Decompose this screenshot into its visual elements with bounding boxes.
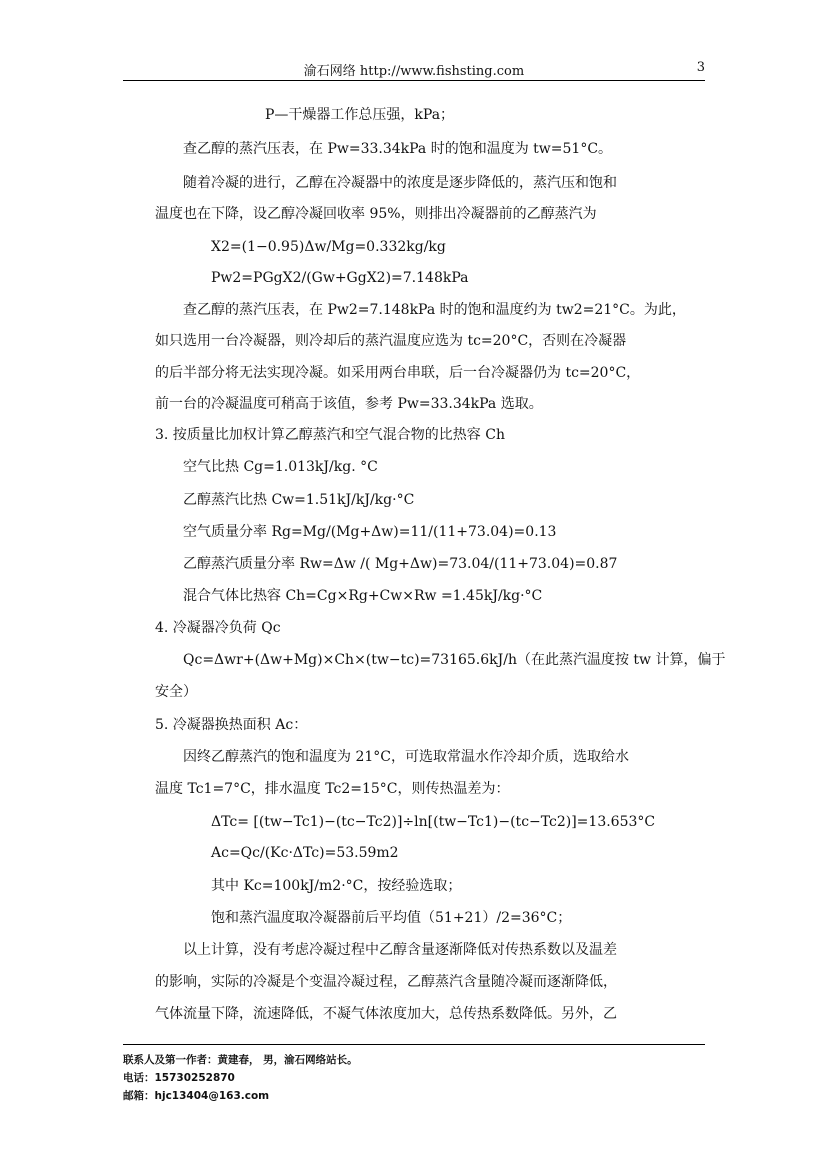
text-line: Pw2=PGgX2/(Gw+GgX2)=7.148kPa [211, 270, 469, 286]
text-line: 随着冷凝的进行，乙醇在冷凝器中的浓度是逐步降低的，蒸汽压和饱和 [183, 175, 617, 191]
text-line: 的后半部分将无法实现冷凝。如采用两台串联，后一台冷凝器仍为 tc=20°C， [155, 365, 641, 381]
text-line: 查乙醇的蒸汽压表，在 Pw2=7.148kPa 时的饱和温度约为 tw2=21°C。为此， [183, 302, 686, 318]
header-site: 渝石网络 http://www.fishsting.com [303, 64, 525, 79]
text-line: 以上计算，没有考虑冷凝过程中乙醇含量逐渐降低对传热系数以及温差 [183, 942, 617, 958]
text-line: Qc=Δwr+(Δw+Mg)×Ch×(tw−tc)=73165.6kJ/h（在此蒸汽温度按 tw 计算，偏于 [183, 652, 726, 668]
section-heading: 3. 按质量比加权计算乙醇蒸汽和空气混合物的比热容 Ch [155, 427, 505, 443]
text-line: 查乙醇的蒸汽压表，在 Pw=33.34kPa 时的饱和温度为 tw=51°C。 [183, 141, 613, 157]
text-line: 温度 Tc1=7°C，排水温度 Tc2=15°C，则传热温差为： [155, 781, 510, 797]
text-line: 空气质量分率 Rg=Mg/(Mg+Δw)=11/(11+73.04)=0.13 [183, 524, 557, 540]
text-line: 如只选用一台冷凝器，则冷却后的蒸汽温度应选为 tc=20°C，否则在冷凝器 [155, 333, 627, 349]
text-line: 气体流量下降，流速降低，不凝气体浓度加大，总传热系数降低。另外，乙 [155, 1006, 617, 1022]
text-line: 温度也在下降，设乙醇冷凝回收率 95%，则排出冷凝器前的乙醇蒸汽为 [155, 206, 597, 222]
text-line: 的影响，实际的冷凝是个变温冷凝过程，乙醇蒸汽含量随冷凝而逐渐降低， [155, 974, 617, 990]
page-number: 3 [696, 60, 705, 75]
page-header [123, 58, 705, 81]
text-line: 乙醇蒸汽质量分率 Rw=Δw /( Mg+Δw)=73.04/(11+73.04)=0.87 [183, 556, 618, 572]
text-line: X2=(1−0.95)Δw/Mg=0.332kg/kg [211, 239, 446, 255]
footer-contact: 联系人及第一作者：黄建春， 男，渝石网络站长。 [123, 1054, 358, 1066]
section-heading: 5. 冷凝器换热面积 Ac： [155, 717, 308, 733]
text-line: P—干燥器工作总压强，kPa； [265, 107, 455, 123]
footer-phone: 电话：15730252870 [123, 1072, 235, 1084]
text-line: 乙醇蒸汽比热 Cw=1.51kJ/kJ/kg·°C [183, 492, 415, 508]
text-line: 因终乙醇蒸汽的饱和温度为 21°C，可选取常温水作冷却介质，选取给水 [183, 749, 629, 765]
text-line: 饱和蒸汽温度取冷凝器前后平均值（51+21）/2=36°C； [211, 910, 572, 926]
text-line: 其中 Kc=100kJ/m2·°C，按经验选取； [211, 878, 462, 894]
text-line: 混合气体比热容 Ch=Cg×Rg+Cw×Rw =1.45kJ/kg·°C [183, 588, 543, 604]
footer-email: 邮箱：hjc13404@163.com [123, 1090, 270, 1102]
text-line: 空气比热 Cg=1.013kJ/kg. °C [183, 459, 378, 475]
page-footer [123, 1044, 705, 1102]
text-line: 前一台的冷凝温度可稍高于该值，参考 Pw=33.34kPa 选取。 [155, 396, 543, 412]
text-line: Ac=Qc/(Kc·ΔTc)=53.59m2 [211, 845, 399, 861]
text-line: 安全） [155, 684, 197, 700]
section-heading: 4. 冷凝器冷负荷 Qc [155, 620, 281, 636]
text-line: ΔTc= [(tw−Tc1)−(tc−Tc2)]÷ln[(tw−Tc1)−(tc−Tc2)]=13.653°C [211, 814, 656, 830]
